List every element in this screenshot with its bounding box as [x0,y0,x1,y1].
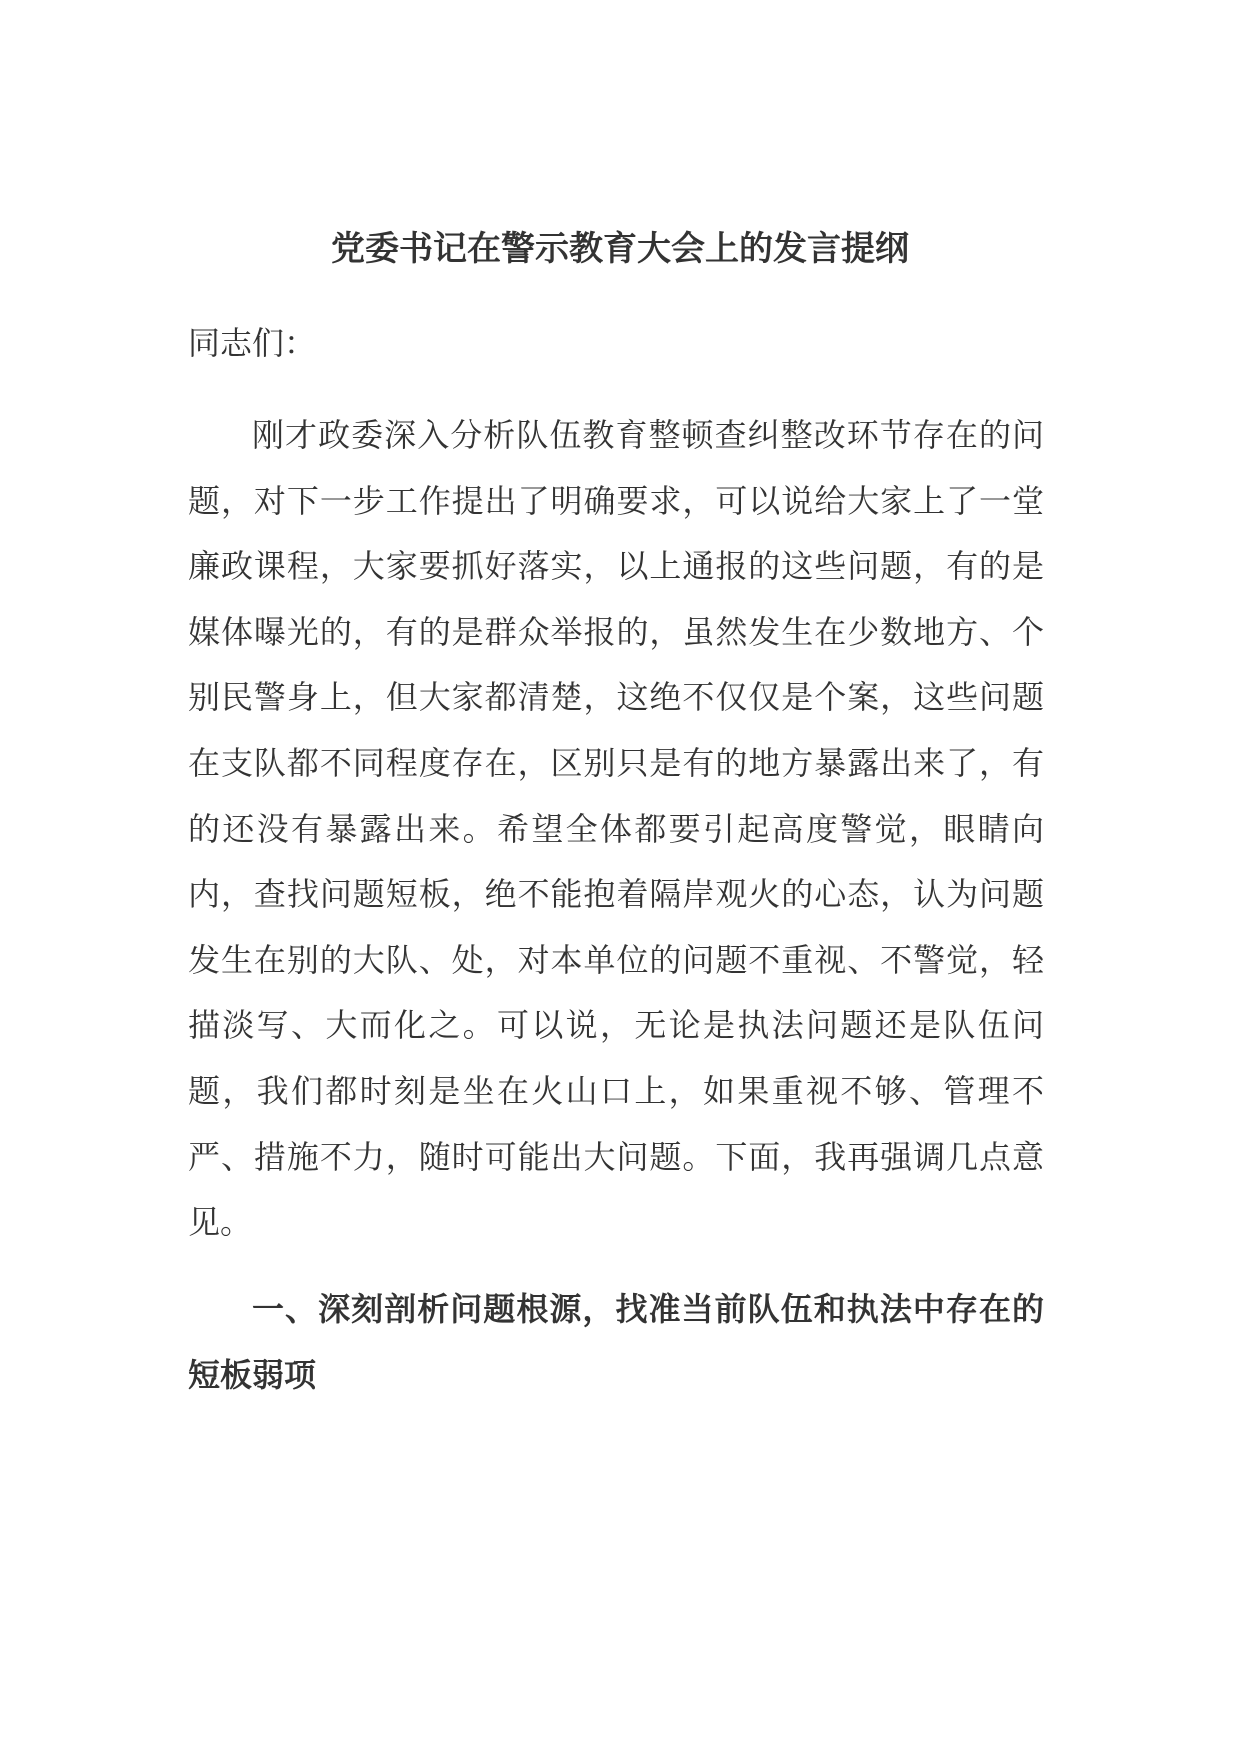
section-heading: 一、深刻剖析问题根源，找准当前队伍和执法中存在的短板弱项 [188,1290,1044,1394]
document-title: 党委书记在警示教育大会上的发言提纲 [331,229,909,269]
salutation: 同志们： [188,324,317,362]
body-paragraph: 刚才政委深入分析队伍教育整顿查纠整改环节存在的问题，对下一步工作提出了明确要求，可以说给大家上了一堂廉政课程，大家要抓好落实，以上通报的这些问题，有的是媒体曝光的，有的是群众举报的，虽然发生在少数地方、个别民警身上，但大家都清楚，这绝不仅仅是个案，这些问题在支队都不同程度存在，区别只是有的地方暴露出来了，有的还没有暴露出来。希望全体都要引起高度警觉，眼睛向内，查找问题短板，绝不能抱着隔岸观火的心态，认为问题发生在别的大队、处，对本单位的问题不重视、不警觉，轻描淡写、大而化之。可以说，无论是执法问题还是队伍问题，我们都时刻是坐在火山口上，如果重视不够、管理不严、措施不力，随时可能出大问题。下面，我再强调几点意见。 [188,416,1044,1242]
